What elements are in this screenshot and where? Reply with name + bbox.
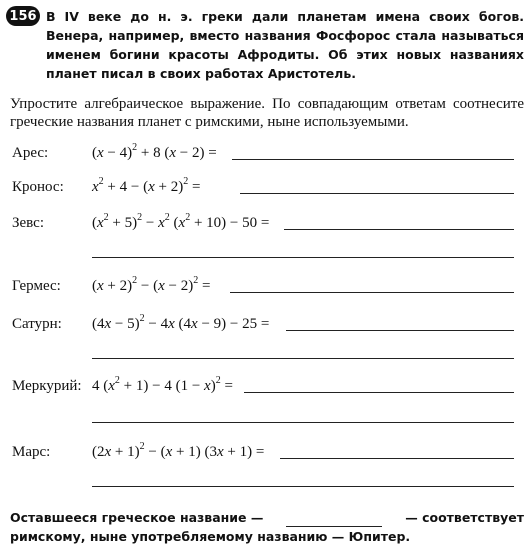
conclusion-text — [10, 508, 524, 546]
conclusion-line-2: римскому, ныне употребляемому названию — Юпитер. — [10, 529, 411, 544]
intro-paragraph: В IV веке до н. э. греки дали планетам имена своих богов. Венера, например, вместо названия Фосфорос стала называться именем богини красоты Афродиты. Об этих новых названиях планет писал в своих работах Аристотель. — [46, 9, 524, 81]
equation-row-saturn — [0, 313, 532, 335]
equation-row-ares — [0, 142, 532, 164]
answer-line[interactable] — [280, 458, 514, 459]
planet-label: Кронос: — [12, 179, 64, 195]
equation-row-mars — [0, 441, 532, 463]
answer-line[interactable] — [284, 229, 514, 230]
expression: $(x + 2)^2 - (x - 2)^2$ = — [92, 275, 211, 294]
answer-line[interactable] — [244, 392, 514, 393]
expression: $(x^2 + 5)^2 - x^2$ $(x^2 + 10) - 50$ = — [92, 212, 270, 231]
answer-line-continuation[interactable] — [92, 422, 514, 423]
expression: $x^2 + 4 - (x + 2)^2$ = — [92, 176, 201, 195]
answer-line[interactable] — [230, 292, 514, 293]
expression: $(4x - 5)^2 - 4x$ (4x − 9) − 25 = — [92, 313, 270, 332]
task-instructions: Упростите алгебраическое выражение. По совпадающим ответам соотнесите греческие названия планет с римскими, ныне используемыми. — [10, 96, 524, 130]
answer-line-continuation[interactable] — [92, 257, 514, 258]
equation-row-mercury — [0, 375, 532, 397]
answer-line[interactable] — [286, 330, 514, 331]
answer-blank-greek-name[interactable] — [286, 514, 382, 527]
answer-line-continuation[interactable] — [92, 486, 514, 487]
planet-label: Меркурий: — [12, 378, 82, 394]
answer-line[interactable] — [240, 193, 514, 194]
conclusion-part-2: — соответствует — [405, 510, 524, 525]
planet-label: Арес: — [12, 145, 49, 161]
equation-row-kronos — [0, 176, 532, 198]
expression: 4 $(x^2 + 1) - 4$ $(1 - x)^2$ = — [92, 375, 233, 394]
equation-row-hermes — [0, 275, 532, 297]
problem-number-badge: 156 — [6, 6, 40, 26]
planet-label: Гермес: — [12, 278, 61, 294]
planet-label: Сатурн: — [12, 316, 62, 332]
answer-line-continuation[interactable] — [92, 358, 514, 359]
expression: $(x - 4)^2 + 8$ (x − 2) = — [92, 142, 217, 161]
equation-row-zeus — [0, 212, 532, 234]
expression: $(2x + 1)^2 - (x + 1)$ (3x + 1) = — [92, 441, 265, 460]
planet-label: Зевс: — [12, 215, 44, 231]
planet-label: Марс: — [12, 444, 51, 460]
conclusion-part-1: Оставшееся греческое название — — [10, 510, 264, 525]
answer-line[interactable] — [232, 159, 514, 160]
